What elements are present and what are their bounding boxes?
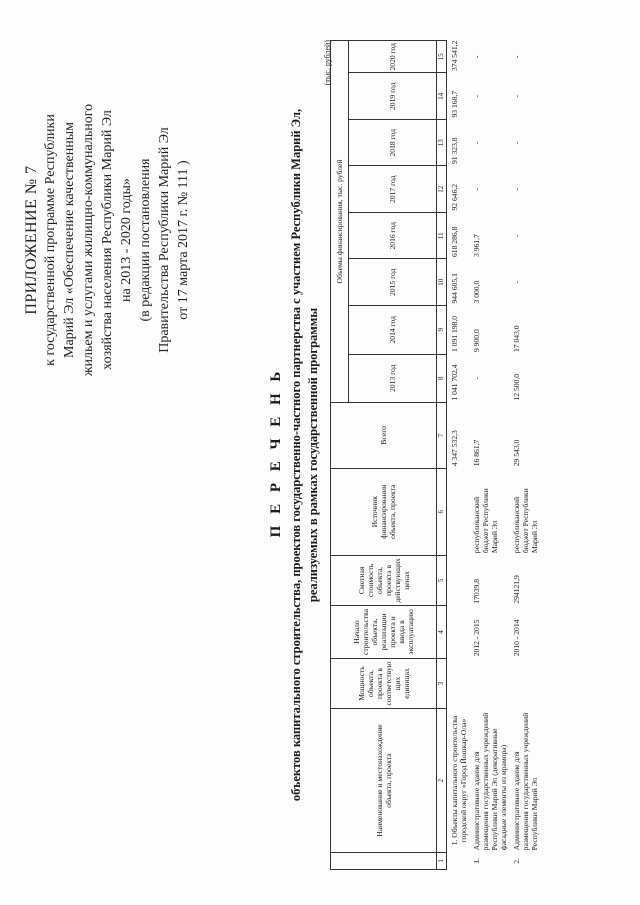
column-number: 5 [437,555,447,606]
units-note: (тыс. рублей) [323,40,332,86]
appendix-block [22,40,193,440]
table-row [469,41,509,870]
section-year-value: 374 541,2 [450,40,459,71]
appendix-line: (в редакции постановления [138,158,153,322]
column-number: 7 [437,403,447,469]
header-year: 2014 год [349,306,437,355]
row-year-value: - [512,280,521,284]
document-title: П Е Р Е Ч Е Н Ь [268,367,284,538]
table-row [509,41,540,870]
header-cell [331,852,437,869]
row-name: Административное здание для размещения государственных учреждений Республики Марий Эл (декоративные фасадные элементы из мрамора) [472,712,508,851]
header-year: 2019 год [349,73,437,120]
header-period: Начало строительства объекта, реализации проекта и ввода в эксплуатацию [331,606,437,659]
row-year-value: - [472,377,481,380]
appendix-line: Марий Эл «Обеспечение качественным [62,122,77,358]
column-number: 6 [437,468,447,555]
header-cost: Сметная стоимость объекта, проекта в действующих ценах [331,555,437,606]
objects-table [330,40,540,870]
row-year-value: - [472,94,481,98]
column-number: 14 [437,73,447,120]
header-total: Всего [331,403,437,469]
row-total: 29 543,0 [512,439,521,467]
header-financing-group: Объемы финансирования, тыс. рублей [331,41,349,403]
row-name: Административное здание для размещения государственных учреждений Республики Марий Эл [512,712,539,851]
row-source: республиканский бюджет Республики Марий Эл [472,488,499,554]
header-year: 2016 год [349,213,437,260]
section-year-value: 91 323,8 [450,137,459,164]
column-number: 8 [437,354,447,403]
header-capacity: Мощность объекта, проекта в соответствую щих единицах [331,658,437,709]
row-cost: 17039,8 [472,579,481,604]
column-number-row [437,41,447,870]
row-year-value: 3 000,0 [472,280,481,304]
subtitle-line-2: реализуемых в рамках государственной программы [306,307,320,603]
column-number: 9 [437,306,447,355]
section-year-value: 944 605,1 [450,273,459,304]
section-row [447,41,470,870]
section-year-value: 93 168,7 [450,90,459,118]
row-cost: 294121,9 [512,575,521,604]
header-year: 2020 год [349,41,437,74]
section-year-value: 618 286,8 [450,226,459,257]
row-year-value: - [472,187,481,191]
column-number: 4 [437,606,447,659]
subtitle-line-1: объектов капитального строительства, проектов государственно-частного партнерства с участием Республики Марий Эл, [289,108,303,802]
column-number: 2 [437,709,447,853]
row-period: 2012 - 2015 [472,619,481,657]
row-year-value: - [512,187,521,191]
row-capacity [509,658,540,709]
header-name: Наименование и местонахождение объекта, проекта [331,709,437,853]
row-year-value: - [512,141,521,145]
column-number: 10 [437,259,447,306]
section-year-value: 1 041 702,4 [450,364,459,401]
header-year: 2018 год [349,120,437,167]
column-number: 1 [437,852,447,869]
table-header-row [331,41,349,870]
column-number: 13 [437,120,447,167]
row-source: республиканский бюджет Республики Марий Эл [512,488,539,554]
row-year-value: 12 500,0 [512,373,521,401]
row-number: 1. [472,858,481,864]
appendix-line: жильем и услугами жилищно-коммунального [81,103,96,377]
row-year-value: - [512,94,521,98]
row-period: 2010 - 2014 [512,619,521,657]
column-number: 11 [437,213,447,260]
appendix-line: на 2013 - 2020 годы» [119,178,134,302]
row-year-value: 3 961,7 [472,234,481,257]
row-year-value: 9 900,0 [472,329,481,353]
row-year-value: - [472,55,481,59]
appendix-line: от 17 марта 2017 г. № 111 ) [176,160,191,320]
header-year: 2013 год [349,354,437,403]
document-subtitle [288,45,322,865]
appendix-line: Правительства Республики Марий Эл [157,127,172,353]
header-year: 2017 год [349,166,437,213]
appendix-line: хозяйства населения Республики Марий Эл [100,110,115,370]
row-number: 2. [512,858,521,864]
row-year-value: 17 043,0 [512,325,521,353]
appendix-title: ПРИЛОЖЕНИЕ № 7 [23,165,40,315]
header-year: 2015 год [349,259,437,306]
appendix-line: к государственной программе Республики [43,114,58,366]
row-total: 16 861,7 [472,439,481,467]
row-year-value: - [472,141,481,145]
column-number: 12 [437,166,447,213]
column-number: 3 [437,658,447,709]
column-number: 15 [437,41,447,74]
section-name: 1. Объекты капитального строительства городской округ «Город Йошкар-Ола» [450,715,468,846]
row-capacity [469,658,509,709]
section-year-value: 1 091 198,0 [450,315,459,353]
header-source: Источник финансирования объекта, проекта [331,468,437,555]
row-year-value: - [512,234,521,238]
section-year-value: 92 646,2 [450,183,459,211]
section-total: 4 347 532,3 [450,430,459,467]
row-year-value: - [512,55,521,59]
